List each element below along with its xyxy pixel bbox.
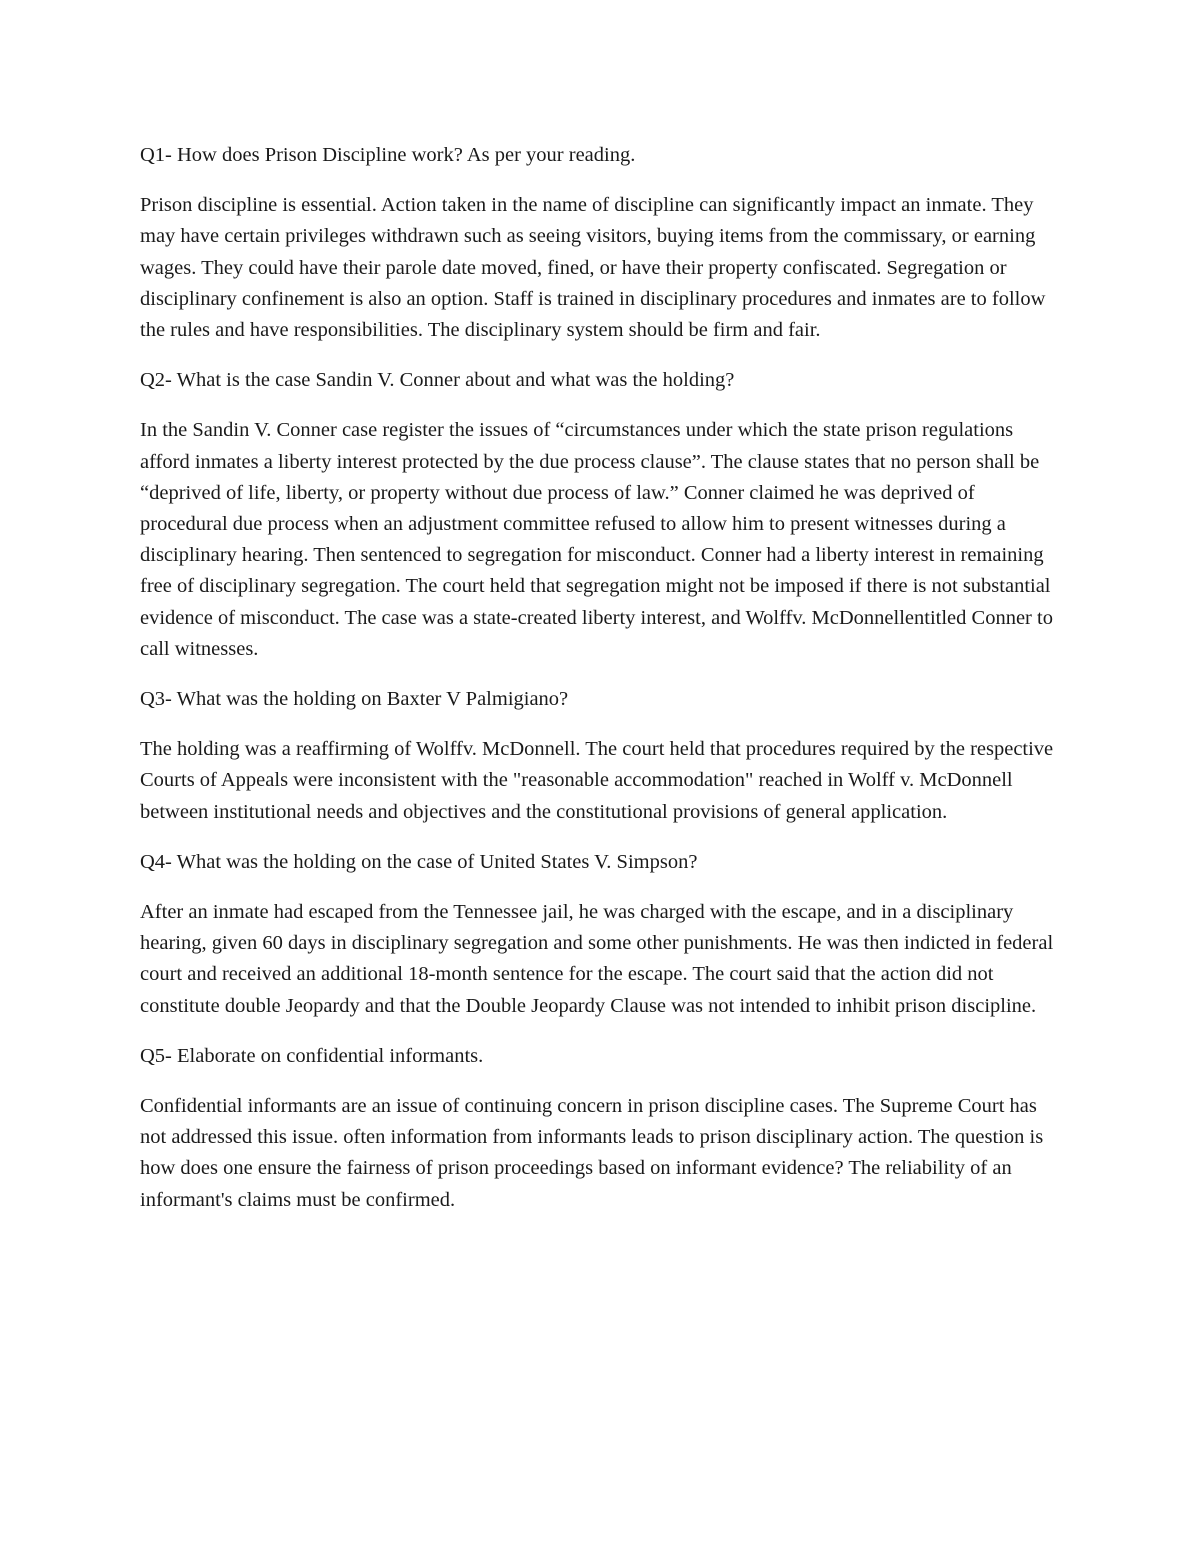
question-1: Q1- How does Prison Discipline work? As per your reading. (140, 144, 636, 166)
question-2: Q2- What is the case Sandin V. Conner about and what was the holding? (140, 369, 735, 392)
qa-section-1 (140, 140, 1065, 346)
qa-section-3 (140, 684, 1065, 828)
answer-3: The holding was a reaffirming of Wolffv. McDonnell. The court held that procedures required by the respective Courts of Appeals were inconsistent with the "reasonable accommodation" reached in Wolff v. McDonnell between institutional needs and objectives and the constitutional provisions of general application. (140, 738, 1054, 823)
question-5: Q5- Elaborate on confidential informants. (140, 1044, 484, 1067)
qa-section-5 (140, 1041, 1065, 1216)
answer-5: Confidential informants are an issue of continuing concern in prison discipline cases. The Supreme Court has not addressed this issue. often information from informants leads to prison disciplinary action. The question is how does one ensure the fairness of prison proceedings based on informant evidence? The reliability of an informant's claims must be confirmed. (140, 1095, 1044, 1211)
qa-section-2 (140, 365, 1065, 665)
answer-4: After an inmate had escaped from the Tennessee jail, he was charged with the escape, and in a disciplinary hearing, given 60 days in disciplinary segregation and some other punishments. He was then indicted in federal court and received an additional 18-month sentence for the escape. The court said that the action did not constitute double Jeopardy and that the Double Jeopardy Clause was not intended to inhibit prison discipline. (140, 901, 1054, 1017)
qa-section-4 (140, 847, 1065, 1022)
answer-1: Prison discipline is essential. Action taken in the name of discipline can significantly impact an inmate. They may have certain privileges withdrawn such as seeing visitors, buying items from the commissary, or earning wages. They could have their parole date moved, fined, or have their property confiscated. Segregation or disciplinary confinement is also an option. Staff is trained in disciplinary procedures and inmates are to follow the rules and have responsibilities. The disciplinary system should be firm and fair. (140, 194, 1046, 342)
document-body (140, 140, 1065, 1235)
question-4: Q4- What was the holding on the case of United States V. Simpson? (140, 850, 698, 873)
answer-2: In the Sandin V. Conner case register the issues of “circumstances under which the state prison regulations afford inmates a liberty interest protected by the due process clause”. The clause states that no person shall be “deprived of life, liberty, or property without due process of law.” Conner claimed he was deprived of procedural due process when an adjustment committee refused to allow him to present witnesses during a disciplinary hearing. Then sentenced to segregation for misconduct. Conner had a liberty interest in remaining free of disciplinary segregation. The court held that segregation might not be imposed if there is not substantial evidence of misconduct. The case was a state-created liberty interest, and Wolffv. McDonnellentitled Conner to call witnesses. (140, 419, 1053, 660)
question-3: Q3- What was the holding on Baxter V Palmigiano? (140, 688, 569, 711)
